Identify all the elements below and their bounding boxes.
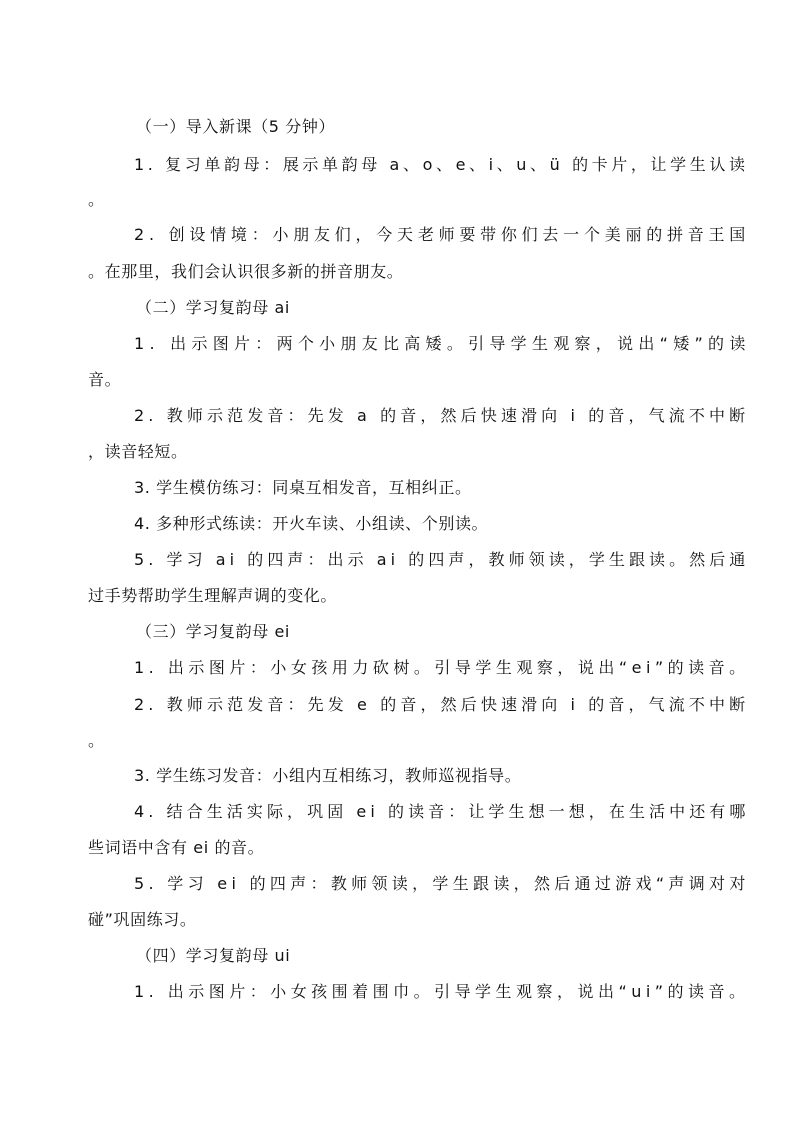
paragraph-line: 5 . 学 习 e i 的 四 声 ： 教 师 领 读 ， 学 生 跟 读 ， 然 后 通 过 游 戏 “ 声 调 对 对 [134, 874, 746, 893]
paragraph-line: 4. 多种形式练读：开火车读、小组读、个别读。 [134, 514, 489, 533]
paragraph-line: 2 . 创 设 情 境 ： 小 朋 友 们 ， 今 天 老 师 要 带 你 们 去 一 个 美 丽 的 拼 音 王 国 [134, 225, 746, 244]
paragraph-line: 。在那里，我们会认识很多新的拼音朋友。 [88, 262, 404, 281]
paragraph-line: 3. 学生练习发音：小组内互相练习，教师巡视指导。 [134, 766, 522, 785]
paragraph-line: 1 . 出 示 图 片 ： 两 个 小 朋 友 比 高 矮 。 引 导 学 生 观 察 ， 说 出 “ 矮 ” 的 读 [134, 334, 746, 353]
section-heading-ei: （三）学习复韵母 ei [136, 622, 290, 641]
paragraph-line: 2 . 教 师 示 范 发 音 ： 先 发 e 的 音 ， 然 后 快 速 滑 向 i 的 音 ， 气 流 不 中 断 [134, 695, 746, 714]
paragraph-line: 些词语中含有 ei 的音。 [88, 838, 265, 857]
section-heading-intro: （一）导入新课（5 分钟） [136, 117, 336, 136]
paragraph-line: 1 . 出 示 图 片 ： 小 女 孩 围 着 围 巾 。 引 导 学 生 观 察 ， 说 出 “ u i ” 的 读 音 。 [134, 982, 746, 1001]
paragraph-line: 2 . 教 师 示 范 发 音 ： 先 发 a 的 音 ， 然 后 快 速 滑 向 i 的 音 ， 气 流 不 中 断 [134, 406, 746, 425]
paragraph-line: 3. 学生模仿练习：同桌互相发音，互相纠正。 [134, 478, 472, 497]
paragraph-line: 碰”巩固练习。 [88, 910, 197, 929]
section-heading-ui: （四）学习复韵母 ui [136, 946, 291, 965]
paragraph-line: 1 . 复 习 单 韵 母 ： 展 示 单 韵 母 a 、 o 、 e 、 i 、 u 、 ü 的 卡 片 ， 让 学 生 认 读 [134, 155, 746, 174]
paragraph-line: 4 . 结 合 生 活 实 际 ， 巩 固 e i 的 读 音 ： 让 学 生 想 一 想 ， 在 生 活 中 还 有 哪 [134, 802, 746, 821]
paragraph-line: 音。 [88, 370, 122, 389]
paragraph-line: 。 [88, 731, 105, 750]
paragraph-line: ，读音轻短。 [88, 442, 188, 461]
paragraph-line: 。 [88, 190, 105, 209]
section-heading-ai: （二）学习复韵母 ai [136, 298, 290, 317]
paragraph-line: 5 . 学 习 a i 的 四 声 ： 出 示 a i 的 四 声 ， 教 师 领 读 ， 学 生 跟 读 。 然 后 通 [134, 550, 746, 569]
paragraph-line: 1 . 出 示 图 片 ： 小 女 孩 用 力 砍 树 。 引 导 学 生 观 察 ， 说 出 “ e i ” 的 读 音 。 [134, 658, 746, 677]
paragraph-line: 过手势帮助学生理解声调的变化。 [88, 586, 338, 605]
